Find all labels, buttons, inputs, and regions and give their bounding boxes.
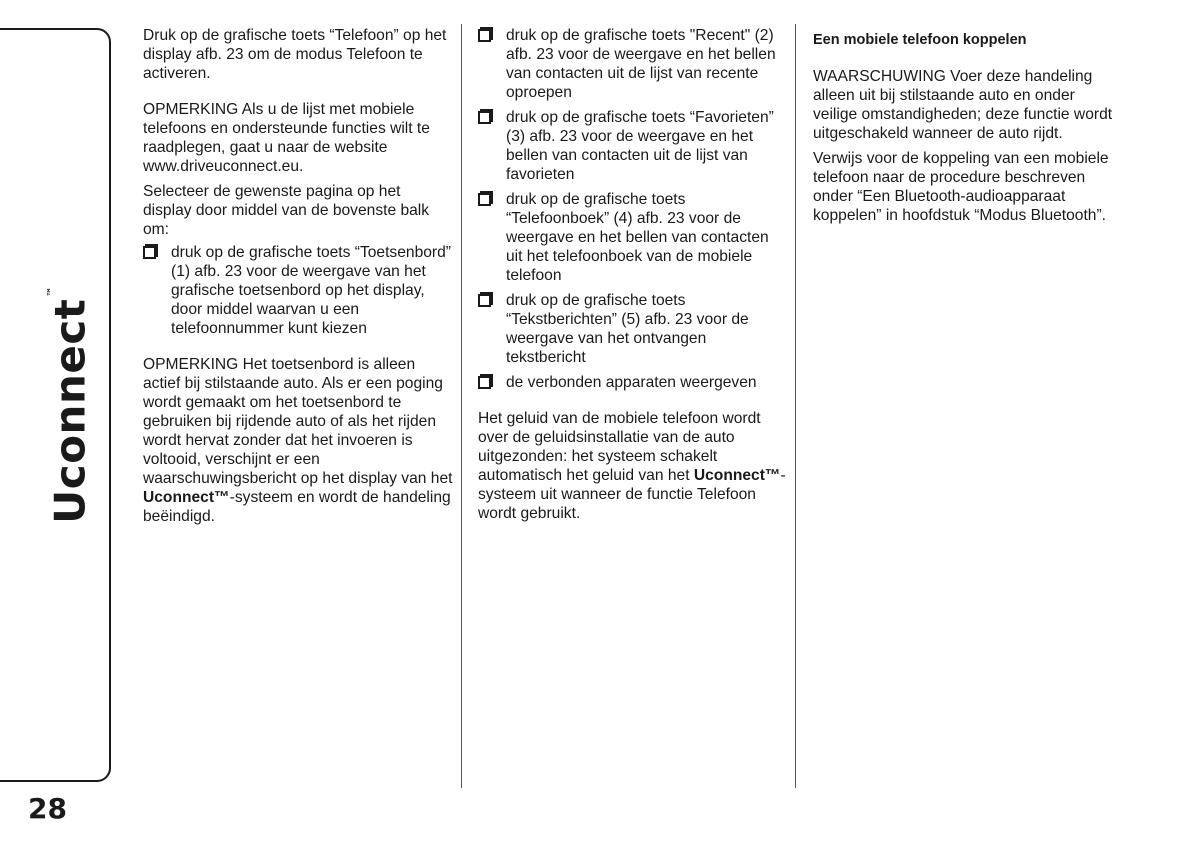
text-column-2: [478, 26, 788, 523]
checkbox-bullet-icon: [143, 246, 156, 259]
checkbox-bullet-icon: [478, 376, 491, 389]
bullet-list: [478, 26, 788, 392]
list-item: [478, 26, 788, 102]
page-number: 28: [28, 792, 67, 825]
brand-name: Uconnect™: [693, 467, 781, 484]
list-item-text: de verbonden apparaten weergeven: [506, 374, 757, 391]
list-item-text: druk op de grafische toets “Toetsenbord” (1) afb. 23 voor de weergave van het grafische toetsenbord op het display, door middel waarvan u een telefoonnummer kunt kiezen: [171, 244, 451, 337]
section-title-text: Uconnect: [45, 298, 95, 524]
checkbox-bullet-icon: [478, 111, 491, 124]
section-heading: Een mobiele telefoon koppelen: [813, 32, 1027, 48]
text-run: -systeem uit wanneer de functie Telefoon wordt gebruikt.: [478, 467, 786, 522]
list-item-text: druk op de grafische toets “Favorieten” (3) afb. 23 voor de weergave en het bellen van contacten uit de lijst van favorieten: [506, 109, 774, 183]
list-item: [143, 243, 453, 338]
brand-name: Uconnect™: [143, 489, 230, 506]
paragraph: Verwijs voor de koppeling van een mobiele telefoon naar de procedure beschreven onder “Een Bluetooth-audioapparaat koppelen” in hoofdstuk “Modus Bluetooth”.: [813, 150, 1109, 224]
text-run: Het geluid van de mobiele telefoon wordt over de geluidsinstallatie van de auto uitgezonden: het systeem schakelt automatisch het geluid van het: [478, 410, 761, 484]
column-divider: [461, 24, 462, 788]
text-run: OPMERKING Het toetsenbord is alleen actief bij stilstaande auto. Als er een poging wordt gemaakt om het toetsenbord te gebruiken bij rijdende auto of als het rijden wordt hervat zonder dat het invoeren is voltooid, verschijnt er een waarschuwingsbericht op het display van het: [143, 356, 453, 487]
paragraph: Selecteer de gewenste pagina op het display door middel van de bovenste balk om:: [143, 183, 430, 238]
column-divider: [795, 24, 796, 788]
list-item-text: druk op de grafische toets “Tekstberichten” (5) afb. 23 voor de weergave van het ontvangen tekstbericht: [506, 292, 749, 366]
text-run: -systeem en wordt de handeling beëindigd.: [143, 489, 451, 525]
list-item: [478, 108, 788, 184]
paragraph: Druk op de grafische toets “Telefoon” op het display afb. 23 om de modus Telefoon te activeren.: [143, 27, 447, 82]
trademark-symbol: ™: [46, 286, 58, 297]
text-column-1: [143, 26, 453, 526]
paragraph: [478, 409, 788, 523]
checkbox-bullet-icon: [478, 29, 491, 42]
warning-paragraph: WAARSCHUWING Voer deze handeling alleen uit bij stilstaande auto en onder veilige omstandigheden; deze functie wordt uitgeschakeld wanneer de auto rijdt.: [813, 68, 1113, 142]
note-paragraph: [143, 355, 453, 526]
checkbox-bullet-icon: [478, 294, 491, 307]
list-item: [478, 190, 788, 285]
section-title: [46, 286, 95, 524]
list-item: [478, 291, 788, 367]
checkbox-bullet-icon: [478, 193, 491, 206]
list-item: [478, 373, 788, 392]
list-item-text: druk op de grafische toets “Telefoonboek” (4) afb. 23 voor de weergave en het bellen van contacten uit het telefoonboek van de mobiele telefoon: [506, 191, 769, 284]
bullet-list: [143, 243, 453, 338]
list-item-text: druk op de grafische toets "Recent" (2) afb. 23 voor de weergave en het bellen van contacten uit de lijst van recente oproepen: [506, 27, 776, 101]
note-paragraph: OPMERKING Als u de lijst met mobiele telefoons en ondersteunde functies wilt te raadplegen, gaat u naar de website www.driveuconnect.eu.: [143, 101, 430, 175]
text-column-3: [813, 26, 1123, 225]
